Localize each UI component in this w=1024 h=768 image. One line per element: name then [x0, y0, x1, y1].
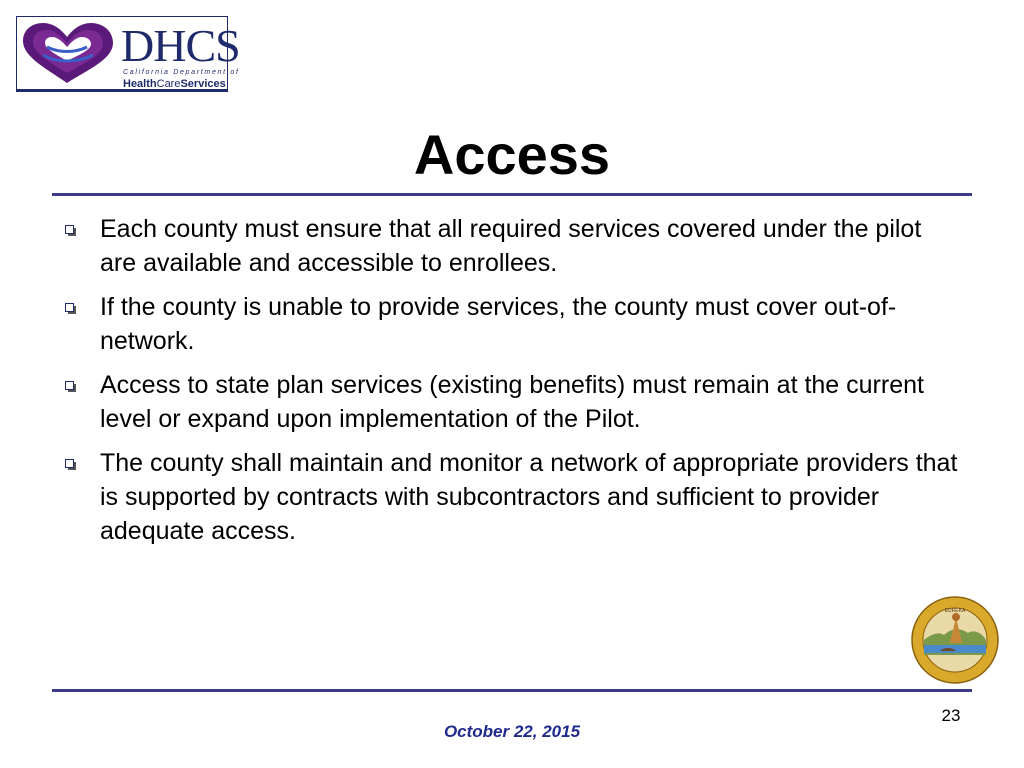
bullet-item [60, 368, 960, 436]
heart-logo-icon [17, 17, 121, 89]
bullet-item [60, 290, 960, 358]
california-seal-icon [910, 595, 1000, 685]
checkbox-bullet-icon [65, 303, 76, 314]
bullet-list [60, 212, 960, 558]
checkbox-bullet-icon [65, 225, 76, 236]
logo-subtitle: California Department of [123, 69, 240, 76]
bullet-text: If the county is unable to provide services, the county must cover out-of-network. [100, 293, 897, 355]
checkbox-bullet-icon [65, 381, 76, 392]
bullet-item [60, 446, 960, 548]
bullet-text: Each county must ensure that all required services covered under the pilot are available and accessible to enrollees. [100, 215, 922, 277]
logo-wordmark: DHCS [121, 20, 240, 71]
dhcs-logo [16, 16, 240, 92]
checkbox-bullet-icon [65, 459, 76, 470]
page-number: 23 [941, 706, 961, 725]
logo-org-name: HealthCareServices [123, 78, 226, 90]
slide-title: Access [413, 123, 611, 186]
footer-divider [52, 689, 972, 692]
title-divider [52, 193, 972, 196]
bullet-text: The county shall maintain and monitor a network of appropriate providers that is supported by contracts with subcontractors and sufficient to provider adequate access. [100, 449, 958, 545]
bullet-item [60, 212, 960, 280]
footer-date: October 22, 2015 [443, 722, 581, 741]
bullet-text: Access to state plan services (existing benefits) must remain at the current level or expand upon implementation of the Pilot. [100, 371, 924, 433]
seal-motto: EUREKA [944, 608, 966, 614]
